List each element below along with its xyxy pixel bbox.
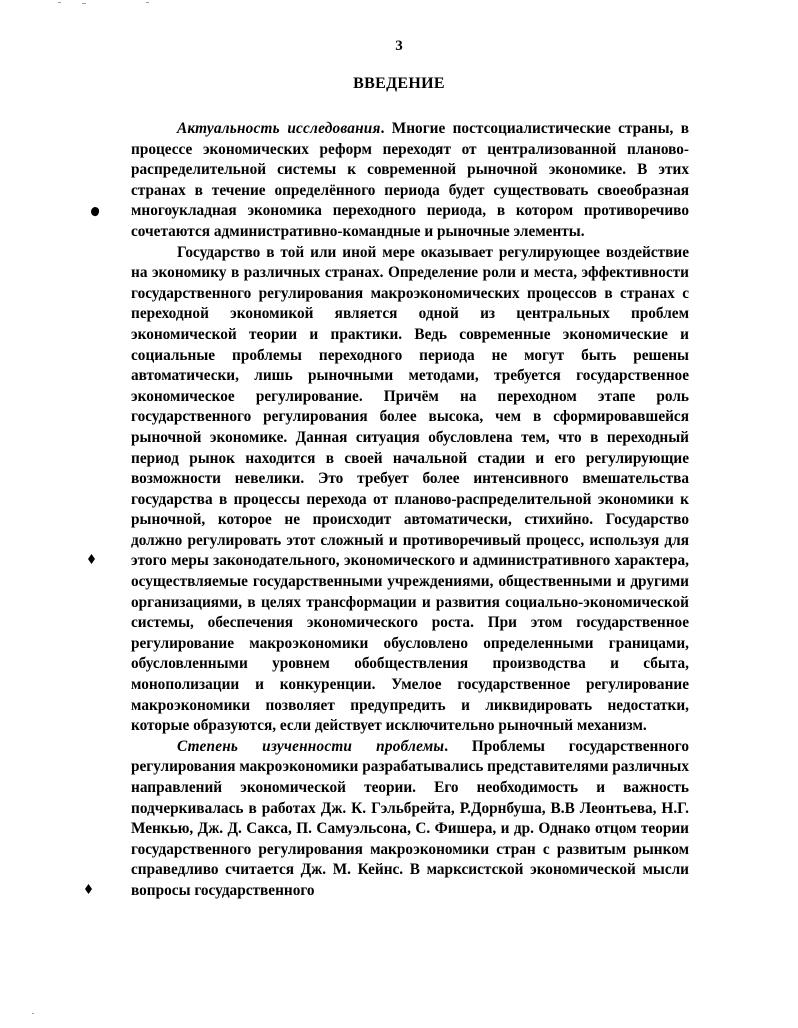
paragraph-text: . Многие постсоциалистические страны, в процессе экономических реформ переходят от централизованной планово-распределительной системы к современной рыночной экономике. В этих странах в течение определённого периода будет существовать своеобразная многоукладная экономика переходного периода, в котором противоречиво сочетаются административно-командные и рыночные элементы. [131,120,689,240]
page-title: ВВЕДЕНИЕ [353,75,445,92]
body-text [131,119,689,902]
margin-mark-icon [88,554,95,564]
paragraph-study-degree [131,737,689,902]
paragraph-state-role: Государство в той или иной мере оказывает регулирующее воздействие на экономику в различных странах. Определение роли и места, эффективности государственного регулирования макроэкономических процессов в странах с переходной экономикой является одной из центральных проблем экономической теории и практики. Ведь современные экономические и социальные проблемы переходного периода не могут быть решены автоматически, лишь рыночными методами, требуется государственное экономическое регулирование. Причём на переходном этапе роль государственного регулирования более высока, чем в сформировавшейся рыночной экономике. Данная ситуация обусловлена тем, что в переходный период рынок находится в своей начальной стадии и его регулирующие возможности невелики. Это требует более интенсивного вмешательства государства в процессы перехода от планово-распределительной экономики к рыночной, которое не происходит автоматически, стихийно. Государство должно регулировать этот сложный и противоречивый процесс, используя для этого меры законодательного, экономического и административного характера, осуществляемые государственными учреждениями, общественными и другими организациями, в целях трансформации и развития социально-экономической системы, обеспечения экономического роста. При этом государственное регулирование макроэкономики обусловлено определенными границами, обусловленными уровнем обобществления производства и сбыта, монополизации и конкуренции. Умелое государственное регулирование макроэкономики позволяет предупредить и ликвидировать недостатки, которые образуются, если действует исключительно рыночный механизм. [131,243,689,735]
paragraph-relevance [131,119,689,243]
paragraph-lead: Степень изученности проблемы [177,737,445,755]
page-number: 3 [395,38,403,54]
scan-artifact [146,2,149,3]
scan-artifact [32,1013,34,1014]
scan-artifact [58,2,61,3]
margin-mark-icon [85,884,92,894]
margin-mark-icon [90,206,101,217]
paragraph-lead: Актуальность исследования [177,120,381,137]
paragraph-text: . Проблемы государственного регулирования макроэкономики разрабатывались представителями различных направлений экономической теории. Его необходимость и важность подчеркивалась в работах Дж. К. Гэльбрейта, Р.Дорнбуша, В.В Леонтьева, Н.Г. Менкью, Дж. Д. Сакса, П. Самуэльсона, С. Фишера, и др. Однако отцом теории государственного регулирования макроэкономики стран с развитым рынком справедливо считается Дж. М. Кейнс. В марксистской экономической мысли вопросы государственного [131,737,689,899]
scan-artifact [82,3,86,4]
